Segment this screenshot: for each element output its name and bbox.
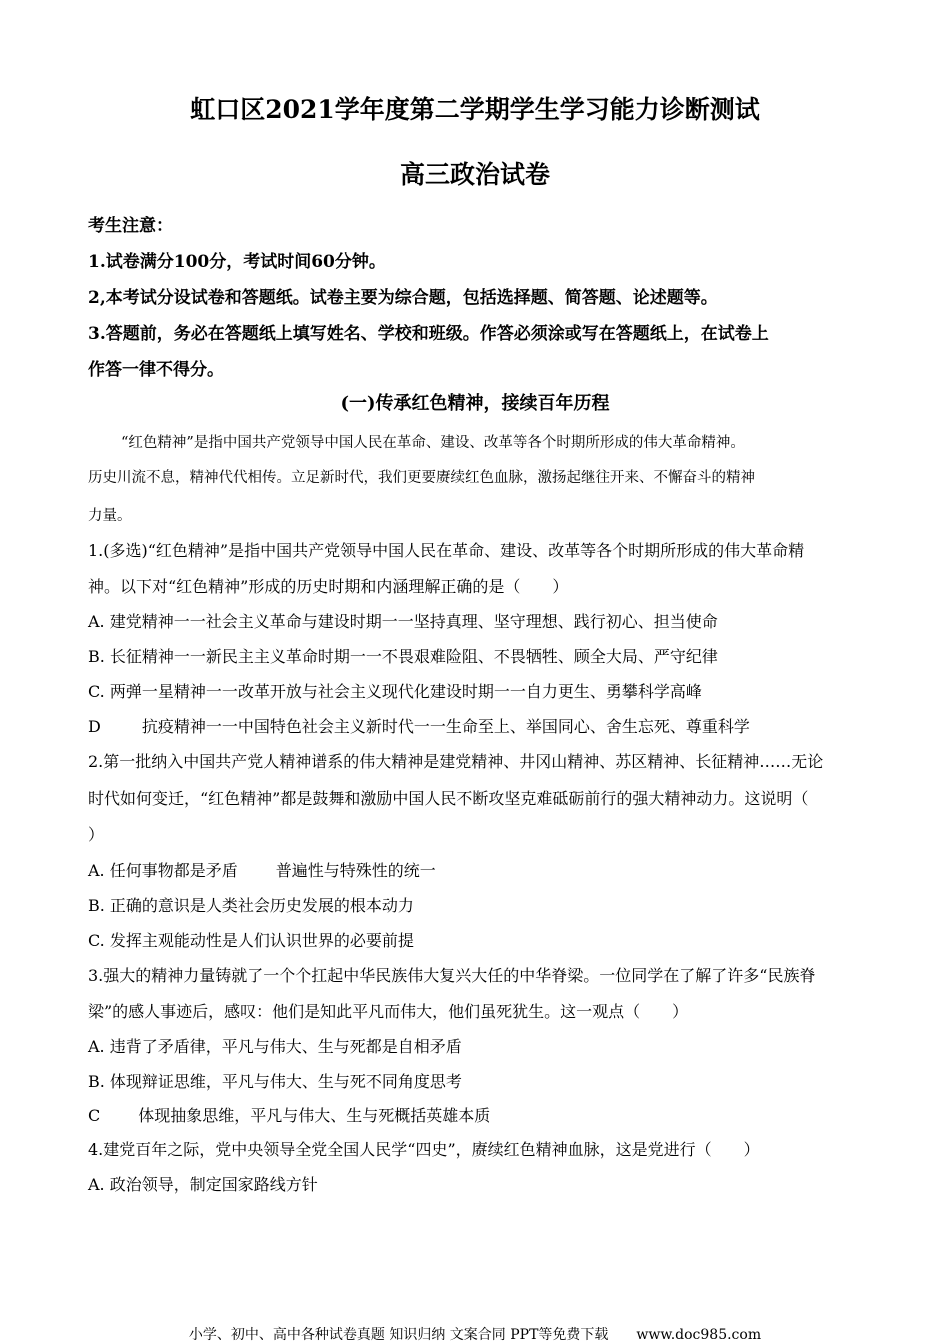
notice-item-1: 1.试卷满分100分，考试时间60分钟。 xyxy=(88,252,386,272)
q1-option-d-label: D xyxy=(88,717,101,736)
q3-option-c-label: C xyxy=(88,1106,101,1125)
q2-stem-line-3: ） xyxy=(88,825,105,844)
notice-item-3-line-1: 3.答题前，务必在答题纸上填写姓名、学校和班级。作答必须涂或写在答题纸上，在试卷上 xyxy=(88,324,769,344)
intro-line-2: 历史川流不息，精神代代相传。立足新时代，我们更要赓续红色血脉，激扬起继往开来、不懈奋斗的精神 xyxy=(88,470,755,486)
q2-option-b: B. 正确的意识是人类社会历史发展的根本动力 xyxy=(88,896,414,915)
notice-item-2: 2,本考试分设试卷和答题纸。试卷主要为综合题，包括选择题、简答题、论述题等。 xyxy=(88,288,718,308)
q2-option-a-part-1: A. 任何事物都是矛盾 xyxy=(88,861,238,880)
q1-option-c: C. 两弹一星精神一一改革开放与社会主义现代化建设时期一一自力更生、勇攀科学高峰 xyxy=(88,682,702,701)
q3-option-c xyxy=(88,1103,490,1126)
q2-stem-line-2: 时代如何变迁，“红色精神”都是鼓舞和激励中国人民不断攻坚克难砥砺前行的强大精神动力。这说明（ xyxy=(88,789,809,808)
q2-option-c: C. 发挥主观能动性是人们认识世界的必要前提 xyxy=(88,931,414,950)
q1-option-d-text: 抗疫精神一一中国特色社会主义新时代一一生命至上、举国同心、舍生忘死、尊重科学 xyxy=(141,717,750,736)
q3-option-b: B. 体现辩证思维，平凡与伟大、生与死不同角度思考 xyxy=(88,1072,462,1091)
q1-option-a: A. 建党精神一一社会主义革命与建设时期一一坚持真理、坚守理想、践行初心、担当使命 xyxy=(88,612,718,631)
q3-option-c-text: 体现抽象思维，平凡与伟大、生与死概括英雄本质 xyxy=(138,1106,491,1125)
page-title: 虹口区2021学年度第二学期学生学习能力诊断测试 xyxy=(190,95,760,124)
page-footer: 小学、初中、高中各种试卷真题 知识归纳 文案合同 PPT等免费下载 www.doc985.com xyxy=(188,1327,762,1343)
page-subtitle: 高三政治试卷 xyxy=(399,160,550,189)
q4-stem-line-1: 4.建党百年之际，党中央领导全党全国人民学“四史”，赓续红色精神血脉，这是党进行（ ） xyxy=(88,1140,760,1159)
q1-stem-line-2: 神。以下对“红色精神”形成的历史时期和内涵理解正确的是（ ） xyxy=(88,577,569,596)
q3-stem-line-1: 3.强大的精神力量铸就了一个个扛起中华民族伟大复兴大任的中华脊梁。一位同学在了解了许多“民族脊 xyxy=(88,966,816,985)
q2-option-a xyxy=(88,858,436,881)
q1-option-d xyxy=(88,714,750,737)
q3-option-a: A. 违背了矛盾律，平凡与伟大、生与死都是自相矛盾 xyxy=(88,1037,462,1056)
notice-heading: 考生注意： xyxy=(88,216,173,236)
q1-stem-line-1: 1.(多选)“红色精神”是指中国共产党领导中国人民在革命、建设、改革等各个时期所形成的伟大革命精 xyxy=(88,541,805,560)
q2-option-a-part-2: 普遍性与特殊性的统一 xyxy=(275,861,436,880)
q2-stem-line-1: 2.第一批纳入中国共产党人精神谱系的伟大精神是建党精神、井冈山精神、苏区精神、长征精神……无论 xyxy=(88,752,824,771)
q3-stem-line-2: 梁”的感人事迹后，感叹：他们是知此平凡而伟大，他们虽死犹生。这一观点（ ） xyxy=(88,1002,689,1021)
notice-item-3-line-2: 作答一律不得分。 xyxy=(88,360,224,380)
intro-line-1: “红色精神”是指中国共产党领导中国人民在革命、建设、改革等各个时期所形成的伟大革命精神。 xyxy=(121,435,745,451)
q1-option-b: B. 长征精神一一新民主主义革命时期一一不畏艰难险阻、不畏牺牲、顾全大局、严守纪律 xyxy=(88,647,718,666)
intro-line-3: 力量。 xyxy=(88,508,132,524)
q4-option-a: A. 政治领导，制定国家路线方针 xyxy=(88,1175,318,1194)
section-title: (一)传承红色精神，接续百年历程 xyxy=(340,393,610,414)
